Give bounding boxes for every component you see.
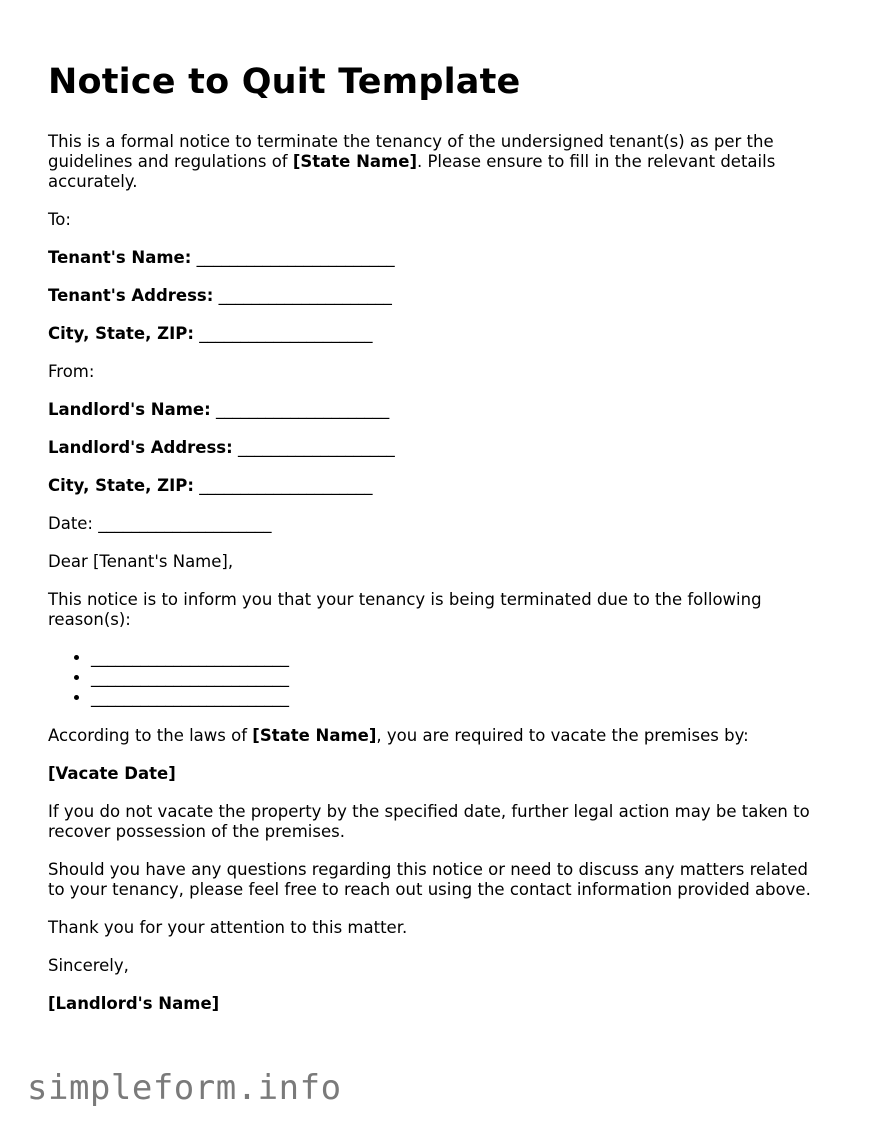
laws-text-end: , you are required to vacate the premises by: (376, 726, 749, 745)
intro-text-end: . Please ensure to fill in the relevant details accurately. (48, 152, 776, 191)
tenant-name-line (48, 248, 828, 268)
intro-paragraph (48, 132, 828, 192)
tenant-city-line (48, 324, 828, 344)
tenant-address-line (48, 286, 828, 306)
landlord-name-line (48, 400, 828, 420)
tenant-address-label: Tenant's Address: (48, 286, 214, 305)
landlord-name-blank: _____________________ (215, 400, 390, 419)
signature (48, 994, 828, 1014)
document-page (48, 58, 828, 1032)
tenant-name-blank: ________________________ (196, 248, 395, 267)
intro-text-start: This is a formal notice to terminate the tenancy of the undersigned tenant(s) as per the guidelines and regulations of (48, 132, 774, 171)
reasons-list (48, 648, 828, 708)
questions-paragraph: Should you have any questions regarding this notice or need to discuss any matters related to your tenancy, please feel free to reach out using the contact information provided above. (48, 860, 811, 899)
reasons-intro: This notice is to inform you that your tenancy is being terminated due to the following reason(s): (48, 590, 762, 629)
vacate-date (48, 764, 828, 784)
legal-action-paragraph: If you do not vacate the property by the specified date, further legal action may be taken to recover possession of the premises. (48, 802, 810, 841)
landlord-address-label: Landlord's Address: (48, 438, 233, 457)
date-label: Date: (48, 514, 93, 533)
landlord-city-label: City, State, ZIP: (48, 476, 194, 495)
page-title: Notice to Quit Template (48, 62, 521, 102)
laws-text-start: According to the laws of (48, 726, 253, 745)
landlord-city-blank: _____________________ (199, 476, 373, 495)
landlord-address-line (48, 438, 828, 458)
tenant-address-blank: _____________________ (218, 286, 392, 305)
date-blank: _____________________ (98, 514, 272, 533)
laws-state-name: [State Name] (252, 726, 377, 745)
tenant-city-blank: _____________________ (199, 324, 373, 343)
tenant-name-label: Tenant's Name: (48, 248, 192, 267)
from-label: From: (48, 362, 95, 381)
laws-paragraph (48, 726, 828, 746)
to-label: To: (48, 210, 71, 229)
date-line (48, 514, 828, 534)
tenant-city-label: City, State, ZIP: (48, 324, 194, 343)
vacate-date-value: [Vacate Date] (48, 764, 176, 783)
signature-name: [Landlord's Name] (48, 994, 220, 1013)
landlord-name-label: Landlord's Name: (48, 400, 211, 419)
landlord-address-blank: ___________________ (237, 438, 395, 457)
closing: Sincerely, (48, 956, 129, 975)
thanks-paragraph: Thank you for your attention to this matter. (48, 918, 408, 937)
landlord-city-line (48, 476, 828, 496)
reason-item: • ________________________ (91, 668, 828, 688)
reason-item: • ________________________ (91, 648, 828, 668)
salutation: Dear [Tenant's Name], (48, 552, 234, 571)
intro-state-name: [State Name] (292, 152, 417, 171)
reason-item: • ________________________ (91, 688, 828, 708)
watermark: simpleform.info (27, 1068, 342, 1108)
